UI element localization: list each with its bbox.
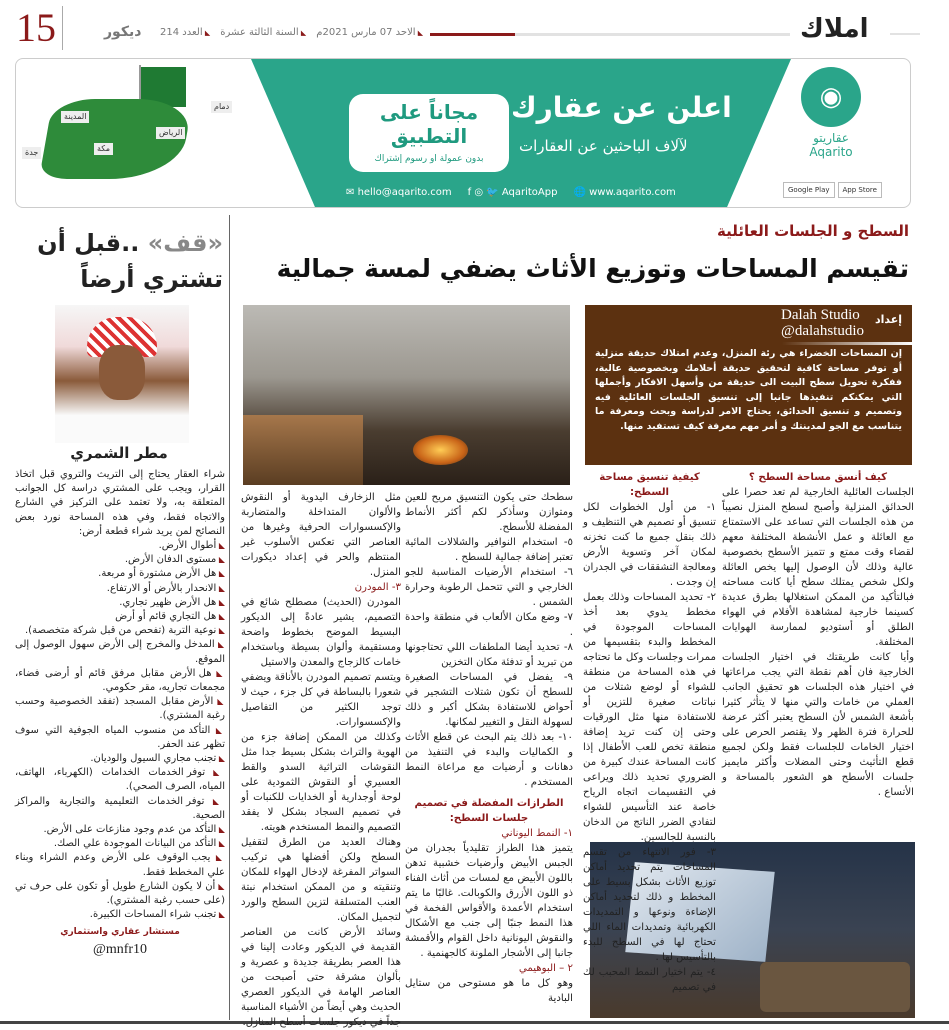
tip-item: ◣ نوعية التربة (تفحص من قبل شركة متخصصة). (15, 624, 225, 638)
social-handle: AqaritoApp (501, 187, 558, 198)
ad-email[interactable]: ✉ hello@aqarito.com (346, 187, 452, 198)
opinion-title-quote: «قف» (147, 229, 223, 257)
ad-teal-band (251, 59, 791, 208)
style-modern-title: ٣- المودرن (354, 582, 401, 593)
city-label: مكة (94, 143, 113, 155)
tips-list (15, 539, 225, 922)
paragraph: ١- من أول الخطوات لكل تنسيق أو تصميم هي التنظيف و ذلك بنقل جميع ما كنت تخزنه لمكان آخر وتسوية الأرض ومعالجة التشققات في الجدران إن وجدت . (583, 502, 716, 588)
paragraph: ويتسم تصميم المودرن بالأناقة ويضفي شعورا بالبساطة في كل جزء ، حيث لا توجد الكثير من التفاصيل والإكسسوارات. (241, 672, 401, 728)
tip-item: ◣ التأكد من البيانات الموجودة علي الصك. (15, 837, 225, 851)
author-title: مستشار عقاري واستثماري (60, 926, 180, 937)
paragraph: وسائد الأرض كانت من العناصر القديمة في الديكور وعادت إلينا في هذا العصر بطريقة جديدة و عصرية و بألوان مشرقة حتى أصبحت من العناصر الهامة في الديكور العصري الحديث وهي أيضاً من الأشياء المناسبة جداً في ديكور جلسات أسطح المنازل. (241, 927, 401, 1028)
article-headline: تقيسم المساحات وتوزيع الأثاث يضفي لمسة جمالية (276, 254, 909, 283)
author-photo (55, 305, 189, 443)
header-line-right (890, 33, 920, 35)
tip-item: ◣ الأرض مقابل المسجد (تفقد الخصوصية وحسب رغبة المشتري). (15, 695, 225, 723)
byline-underline (782, 342, 912, 345)
paragraph: ٢- تحديد المساحات وذلك بعمل مخطط يدوي بعد أخذ المساحات الموجودة في المخطط والبدء بتقسيمها من ممرات وجلسات وكل ما تحتاجه في هذه المساحة من منطقة للشواء أو لوضع شتلات من نباتات صغيرة للتزين أو للاستفادة منها مثل الورقيات وحتى إن كنت تريد إضافة منطقة تخص للعب الأطفال إذا كانت المساحة عندك كبيرة من الضروري تحديد ذلك ويراعى في التقسيمات اتجاه الرياح خاصة عند التأسيس للشواء لتفادي الضرر الناتج من الدخان بالنسبة للجالسين. (583, 592, 716, 843)
ad-free-box (349, 94, 509, 172)
rooftop-lounge-photo (243, 305, 570, 485)
google-play-badge[interactable]: Google Play (783, 182, 835, 198)
sofa (760, 962, 910, 1012)
paragraph: ٩- يفضل في المساحات الصغيرة للسطح أن تكون شتلات التشجير في أحواض للاستفادة بشكل أكبر و ذلك لسهولة النقل و التغيير لمكانها. (405, 672, 573, 728)
tip-item: ◣ أطوال الأرض. (15, 539, 225, 553)
website-text: www.aqarito.com (589, 187, 676, 198)
tip-item: ◣ يجب الوقوف على الأرض وعدم الشراء وبناء علي المخطط فقط. (15, 851, 225, 879)
tip-item: ◣ هل التجاري قائم أو أرض (15, 610, 225, 624)
paragraph: ٦- استخدام الأرضيات المناسبة للجو الخارجي و التي تتحمل الرطوبة وحرارة الشمس . (405, 567, 573, 608)
issue-meta (160, 27, 423, 38)
tip-item: ◣ التأكد من عدم وجود منازعات على الأرض. (15, 823, 225, 837)
section-name: ديكور (104, 24, 142, 40)
page-number: 15 (16, 6, 63, 50)
byline-handle: @dalahstudio (781, 323, 864, 339)
article-column-2 (583, 470, 716, 995)
column-divider (229, 215, 230, 1020)
article-kicker: السطح و الجلسات العائلية (717, 222, 909, 240)
opinion-intro: شراء العقار يحتاج إلى التريث والتروي قبل اتخاذ القرار، ويجب على المشتري دراسة كل الجوانب المتعلقة به، ولا تعتمد على التركيز في الشارع والاتجاه فقط، وفي هذه المساحة نورد بعض النصائح لمن يريد شراء قطعة أرض: (15, 469, 225, 537)
paragraph: الجلسات العائلية الخارجية لم تعد حصرا على الحدائق المنزلية وأصبح لسطح المنزل نصيباً من هذه الجلسات التي تساعد على الاستمتاع مع العائلة و عمل الأنشطة المختلفة معهم لقضاء وقت ممتع و تتميز الأسطح بخصوصية عالية وذلك لأن الوصول إليها يخص العائلة ولكل شخص يمتلك سطح أيا كانت مساحته فبالتأكيد من الممكن استغلالها بطرق عديدة كسينما خارجية لمشاهدة الأفلام في الهواء الطلق أو أستوديو لممارسة الهوايات المختلفة. (722, 487, 914, 648)
tip-item: ◣ المدخل والمخرج إلى الأرض سهول الوصول إلى الموقع. (15, 638, 225, 666)
ad-headline: اعلن عن عقارك (511, 91, 732, 124)
tip-item: ◣ التأكد من منسوب المياه الجوفية التي سوف تظهر عند الحفر. (15, 724, 225, 752)
ad-website[interactable]: 🌐 www.aqarito.com (573, 187, 676, 198)
ad-free-subtext: بدون عمولة او رسوم إشتراك (374, 154, 484, 164)
paragraph: المودرن (الحديث) مصطلح شائع في التصميم، يشير عادةً إلى الديكور البسيط الموضح بخطوط واضحة ومستقيمة وألوان بسيطة وباستخدام خامات كالزجاج والمعدن والاستيل (241, 597, 401, 668)
issue-date: ◣ الاحد 07 مارس 2021م (316, 27, 423, 38)
header-line (515, 33, 790, 36)
byline-name: Dalah Studio (781, 307, 860, 323)
aqarito-logo-icon: ◉ (801, 67, 861, 127)
article-column-1 (722, 470, 914, 800)
styles-heading: الطرازات المفضلة في تصميم جلسات السطح: (414, 798, 564, 824)
brand-ar: عقاريتو (813, 131, 849, 145)
paragraph: ٣- فور الانتهاء من تقسم المساحات يتم تحديد أماكن توزيع الأثاث بشكل بسيط على المخطط و ذلك لتحديد أماكن الإضاءة ونوعها و التمديدات الكهربائية وتمديدات الماء اللي تحتاج لها في السطح للبدء بالتأسيس لها . (583, 847, 716, 963)
deck (243, 415, 363, 485)
store-badges (783, 182, 882, 198)
style-bohemian-title: ٢ – البوهيمي (518, 963, 573, 974)
paragraph: سطحك حتى يكون التنسيق مريح للعين ومتوازن وسأذكر لكم أكثر الأنماط المفضلة للأسطح. (405, 492, 573, 533)
opinion-body (15, 468, 225, 959)
paragraph: ١٠- بعد ذلك يتم البحث عن قطع الأثاث و الكماليات والبدء في التنفيذ من دهانات و أرضيات مع مراعاة النمط المستخدم . (405, 732, 573, 788)
brand-name (799, 131, 863, 159)
tip-item: ◣ تجنب مجاري السيول والوديان. (15, 752, 225, 766)
issue-number: ◣ العدد 214 (160, 27, 210, 38)
city-label: الرياض (156, 127, 185, 139)
article-intro: إن المساحات الخضراء هي رئة المنزل، وعدم امتلاك حديقة منزلية أو توفر مساحة كافية لتحقيق حديقة أحلامك وبخصوصية عالية، ففكرة تحويل سطح البيت الى حديقة من وأسهل الافكار وأجملها التي يمكنكم تنفيذها جانبا إلى تنسيق الجلسات العائلية فيه وتصميم و تنسيق الحدائق، يحتاج الامر لدراسة وبحث ومعرفة ما يتناسب مع الجو لمدينتك و أمر مهم معرفة كيف تستفيد منها. (595, 348, 902, 432)
ad-banner[interactable] (15, 58, 911, 208)
tip-item: ◣ هل الأرض ظهير تجاري. (15, 596, 225, 610)
tip-item: ◣ مستوى الدفان الأرض. (15, 553, 225, 567)
tip-item: ◣ هل الأرض مقابل مرفق قائم أو أرضى فضاء، مجمعات تجاريه، مقر حكومي. (15, 667, 225, 695)
app-store-badge[interactable]: App Store (838, 182, 882, 198)
style-greek-title: ١- النمط اليوناني (501, 828, 573, 839)
ad-contacts (346, 187, 676, 198)
city-label: دمام (211, 101, 232, 113)
tip-item: ◣ الانحدار بالأرض أو الارتفاع. (15, 582, 225, 596)
column-heading: كيف أنسق مساحة السطح ؟ (748, 472, 888, 483)
article-column-4 (241, 490, 401, 1030)
author-handle: @mnfr10 (92, 941, 148, 957)
article-intro-box (585, 305, 912, 465)
fire-pit (413, 435, 468, 465)
paragraph: وكذلك من الممكن إضافة جزء من الهوية والتراث بشكل بسيط جدا مثل النقوشات التراثية السدو والقط العسيري أو النقوش الثمودية على لوحة أوجدارية أو الخدايات للكنبات أو في تصميم السجاد بشكل لا يفقد التصميم والنمط المستخدم هويته. (241, 732, 401, 833)
paragraph: وأيا كانت طريقتك في اختيار الجلسات الخارجية فان أهم نقطة التي يجب مراعاتها في اختيار هذه الجلسات هو تحقيق الجانب العملي من خامات والتي منها لا يتأثر كثيرا بأشعة الشمس لأن السطح يعتبر أكثر عرضة للحرارة فترة الظهر ولا يقتصر الحرص على اختيار الخامات للجلسات فقط ولكن لجميع قطع التأثيث وحتى المضلات وأكثر مايميز جلسات الأسطح هو الشعور بالمساحة و الأتساع . (722, 652, 914, 798)
tip-item: ◣ توفر الخدمات التعليمية والتجارية والمراكز الصحية. (15, 795, 225, 823)
paragraph: يتميز هذا الطراز تقليدياً بجدران من الجبس الأبيض وأرضيات خشبية تدهن باللون الأبيض مع لمسات من أثاث الفناء ذو اللون الأزرق والكوبالت. غالبًا ما يتم استخدام الأعمدة والأقواس الفخمة في هذا النمط جنبًا إلى جنب مع الأشكال والنقوش اليونانية داخل القوام والأقمشة جانبا إلى الأشجار الملونة كالجهنمية . (405, 843, 573, 959)
paragraph: ٤- يتم اختيار النمط المحبب لك في تصميم (583, 967, 716, 993)
paragraph: وهو كل ما هو مستوحى من ستايل البادية (405, 978, 573, 1004)
opinion-title (18, 225, 223, 297)
tip-item: ◣ هل الأرض مشتورة أو مربعة. (15, 567, 225, 581)
newspaper-logo: املاك (800, 14, 869, 44)
byline-label: إعداد (874, 313, 902, 326)
ad-subline: لآلاف الباحثين عن العقارات (519, 137, 688, 155)
city-label: جدة (22, 147, 41, 159)
column-heading: كيفية تنسيق مساحة السطح: (599, 472, 700, 498)
paragraph: ٧- وضع مكان الألعاب في منطقة واحدة . (405, 612, 573, 638)
paragraph: ٥- استخدام النوافير والشلالات المائية تعتبر إضافة جمالية للسطح . (405, 537, 573, 563)
author-name: مطر الشمري (70, 444, 168, 462)
tip-item: ◣ أن لا يكون الشارع طويل أو تكون على حرف تي (على حسب رغبة المشتري). (15, 880, 225, 908)
email-text: hello@aqarito.com (357, 187, 452, 198)
header-accent-line (430, 33, 515, 36)
paragraph: وهناك العديد من الطرق لتقفيل السطح ولكن أفضلها هي تركيب السواتر المفرغة لإدخال الهواء للمكان وتنقيته و من الممكن استخدام نبتة العنب المتسلقة لتزين السطح والورد لتجميل المكان. (241, 837, 401, 923)
face (99, 345, 145, 400)
tip-item: ◣ تجنب شراء المساحات الكبيرة. (15, 908, 225, 922)
ad-free-text: مجاناً على التطبيق (379, 100, 479, 148)
ad-social[interactable]: f ◎ 🐦 AqaritoApp (467, 187, 558, 198)
issue-year: ◣ السنة الثالثة عشرة (220, 27, 306, 38)
tip-item: ◣ توفر الخدمات الخدامات (الكهرباء، الهاتف، المياه، الصرف الصحي). (15, 766, 225, 794)
opinion-title-rest: ..قبل أن تشتري أرضاً (37, 229, 223, 293)
city-label: المدينة (61, 111, 89, 123)
paragraph: مثل الزخارف اليدوية أو النقوش والألوان المتداخلة والمتضاربة والإكسسوارات الحرفية وغيرها من العناصر التي تعكس الأسلوب غير المنتظم والحر في إعداد ديكورات المنزل. (241, 492, 401, 578)
byline (781, 307, 864, 339)
paragraph: ٨- تحديد أيضا الملطفات اللي تحتاجونها من تبريد أو تدفئة مكان التخزين (405, 642, 573, 668)
article-column-3 (405, 490, 573, 1006)
brand-en: Aqarito (809, 145, 853, 159)
